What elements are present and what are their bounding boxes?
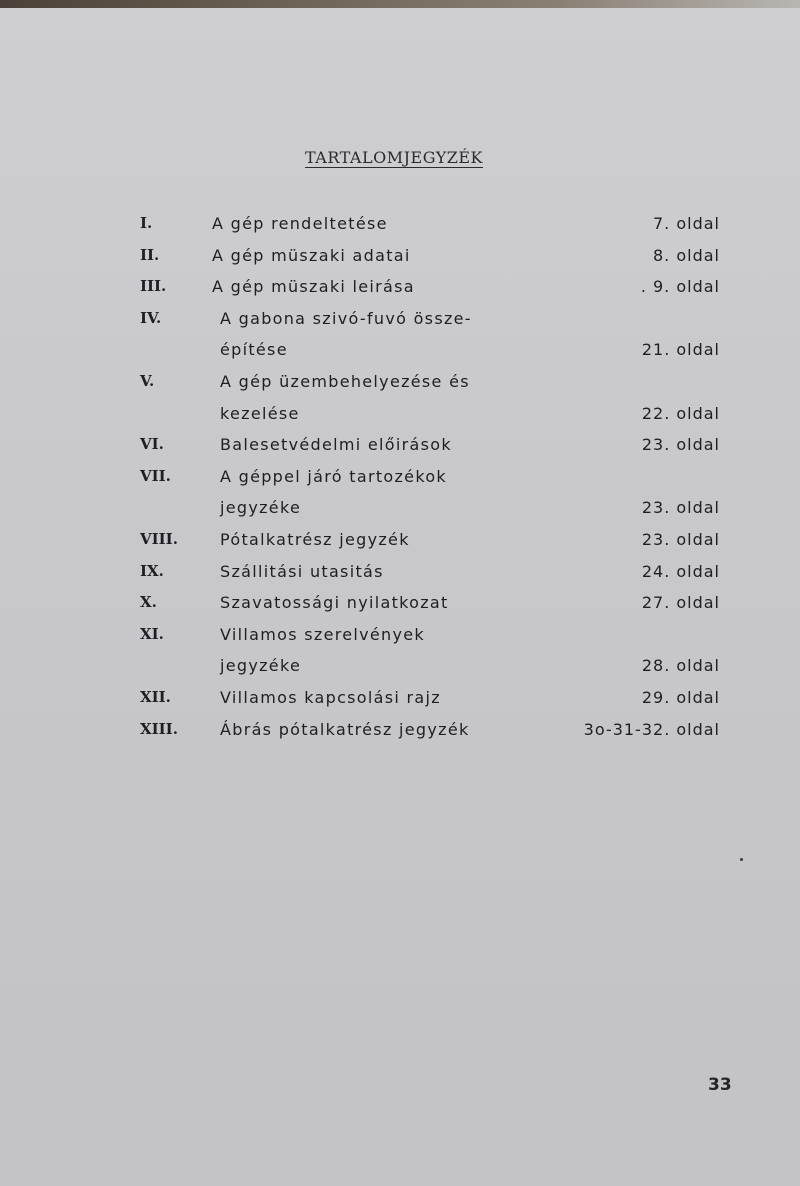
- toc-entry-number: VII.: [140, 466, 171, 485]
- toc-entry-number: I.: [140, 214, 153, 232]
- toc-entry-page: 8. oldal: [653, 245, 720, 265]
- toc-entry-row: [0, 246, 800, 274]
- toc-entry-number: IV.: [140, 308, 162, 327]
- toc-entry-row: [0, 340, 800, 368]
- toc-entry-label: építése: [220, 340, 288, 360]
- toc-entry-label: kezelése: [220, 403, 300, 423]
- toc-entry-number: VIII.: [140, 530, 178, 548]
- toc-entry-label: A gép üzembehelyezése és: [220, 372, 470, 391]
- toc-entry-page: 23. oldal: [641, 435, 720, 455]
- toc-entry-number: XIII.: [140, 719, 178, 738]
- toc-entry-label: A gép müszaki leirása: [212, 277, 415, 297]
- toc-entry-number: X.: [140, 593, 157, 612]
- toc-entry-label: A gép müszaki adatai: [212, 245, 411, 265]
- toc-entry-label: Ábrás pótalkatrész jegyzék: [220, 719, 470, 739]
- toc-entry-label: A gép rendeltetése: [212, 214, 388, 233]
- toc-entry-page: 23. oldal: [641, 530, 720, 549]
- toc-entry-number: II.: [140, 245, 160, 264]
- toc-entry-page: . 9. oldal: [640, 277, 720, 297]
- toc-entry-label: Pótalkatrész jegyzék: [220, 530, 410, 549]
- toc-entry-row: [0, 720, 800, 748]
- toc-entry-row: [0, 688, 800, 716]
- toc-entry-number: XI.: [140, 624, 164, 643]
- toc-entry-page: 24. oldal: [641, 561, 720, 581]
- toc-entry-label: A géppel járó tartozékok: [220, 466, 447, 486]
- toc-entry-page: 29. oldal: [641, 688, 720, 707]
- toc-entry-page: 3o-31-32. oldal: [583, 719, 720, 739]
- toc-entry-page: 21. oldal: [641, 340, 720, 360]
- toc-entry-row: [0, 214, 800, 242]
- toc-entry-row: [0, 309, 800, 337]
- toc-entry-number: III.: [140, 277, 167, 296]
- toc-entry-row: [0, 625, 800, 653]
- toc-entry-label: Szavatossági nyilatkozat: [220, 593, 449, 613]
- toc-entry-page: 27. oldal: [641, 593, 720, 613]
- toc-entry-label: jegyzéke: [220, 656, 302, 676]
- toc-entry-row: [0, 277, 800, 305]
- toc-entry-number: V.: [140, 372, 155, 390]
- toc-entry-row: [0, 656, 800, 684]
- toc-entry-page: 23. oldal: [641, 498, 720, 518]
- toc-entry-row: [0, 562, 800, 590]
- toc-entry-row: [0, 467, 800, 495]
- toc-entry-label: Balesetvédelmi előirások: [220, 435, 452, 455]
- toc-entry-label: jegyzéke: [220, 498, 302, 518]
- toc-entry-row: [0, 530, 800, 558]
- page-number: 33: [708, 1075, 732, 1095]
- toc-entry-row: [0, 372, 800, 400]
- toc-entry-row: [0, 593, 800, 621]
- toc-entry-page: 7. oldal: [653, 214, 720, 233]
- toc-entry-row: [0, 498, 800, 526]
- toc-entry-number: XII.: [140, 688, 171, 706]
- toc-entry-label: Villamos kapcsolási rajz: [220, 688, 441, 707]
- toc-entry-row: [0, 435, 800, 463]
- toc-entry-page: 22. oldal: [641, 403, 720, 423]
- toc-entry-label: A gabona szivó-fuvó össze-: [220, 308, 472, 328]
- paper-speck: [740, 858, 743, 861]
- toc-entry-number: IX.: [140, 561, 164, 580]
- toc-entry-row: [0, 404, 800, 432]
- toc-entry-number: VI.: [140, 435, 164, 454]
- toc-title: TARTALOMJEGYZÉK: [305, 148, 483, 167]
- toc-entry-label: Villamos szerelvények: [220, 624, 425, 644]
- toc-entry-page: 28. oldal: [641, 656, 720, 676]
- toc-entry-label: Szállitási utasitás: [220, 561, 384, 581]
